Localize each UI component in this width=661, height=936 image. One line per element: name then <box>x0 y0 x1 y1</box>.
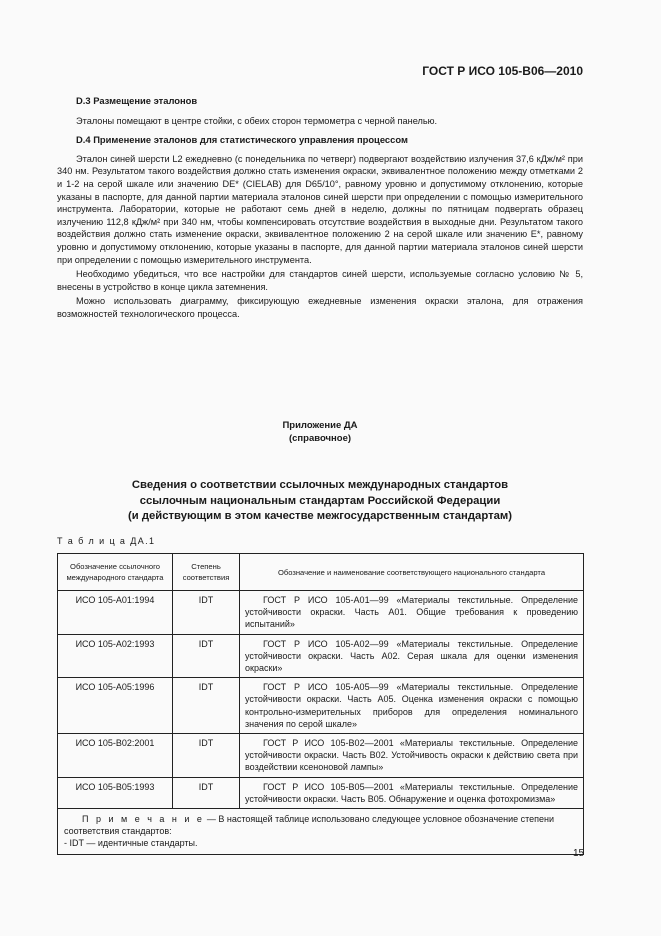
table-cell: ИСО 105-А02:1993 <box>58 634 173 678</box>
table-row <box>58 777 584 808</box>
standards-table <box>57 553 584 855</box>
annex-title-block <box>57 419 583 445</box>
table-cell: ИСО 105-А01:1994 <box>58 591 173 635</box>
table-cell: IDT <box>173 734 240 778</box>
document-header: ГОСТ Р ИСО 105-В06—2010 <box>422 64 583 78</box>
table-cell: IDT <box>173 678 240 734</box>
table-cell: ГОСТ Р ИСО 105-В02—2001 «Материалы текстильные. Определение устойчивости окраски. Часть В02. Устойчивость окраски к действию света при воздействии ксеноновой лампы» <box>240 734 584 778</box>
table-cell: ИСО 105-В02:2001 <box>58 734 173 778</box>
paragraph: Можно использовать диаграмму, фиксирующую ежедневные изменения окраски эталона, для отражения возможностей технологического процесса. <box>57 296 583 319</box>
table-cell: IDT <box>173 591 240 635</box>
table-cell: ИСО 105-А05:1996 <box>58 678 173 734</box>
note-item: - IDT — идентичные стандарты. <box>64 838 198 849</box>
column-header: Обозначение и наименование соответствующего национального стандарта <box>240 554 584 591</box>
page-number: 15 <box>573 848 585 859</box>
annex-title: Приложение ДА <box>282 420 358 431</box>
table-row <box>58 634 584 678</box>
table-cell: ГОСТ Р ИСО 105-А05—99 «Материалы текстильные. Определение устойчивости окраски. Часть А05. Оценка изменения окраски с помощью контрольно-измерительных приборов для определения номинального значения по серой шкале» <box>240 678 584 734</box>
annex-heading-line: (и действующим в этом качестве межгосударственным стандартам) <box>128 510 512 522</box>
table-cell: IDT <box>173 634 240 678</box>
table-note <box>58 809 584 855</box>
appendix-d-text <box>57 95 583 321</box>
note-label: П р и м е ч а н и е <box>82 814 205 825</box>
table-row <box>58 734 584 778</box>
column-header: Степень соответствия <box>173 554 240 591</box>
section-heading-d4: D.4 Применение эталонов для статистического управления процессом <box>76 134 408 146</box>
annex-heading-line: ссылочным национальным стандартам Российской Федерации <box>139 494 501 507</box>
paragraph: Эталоны помещают в центре стойки, с обеих сторон термометра с черной панелью. <box>76 115 438 126</box>
table-cell: ГОСТ Р ИСО 105-А02—99 «Материалы текстильные. Определение устойчивости окраски. Часть А02. Серая шкала для оценки изменения окраски» <box>240 634 584 678</box>
paragraph: Эталон синей шерсти L2 ежедневно (с понедельника по четверг) подвергают воздействию излучения 37,6 кДж/м² при 340 нм. Результатом такого воздействия должно стать изменения окраски, эквивалентное положению между отметками 2 и 1-2 на серой шкале или значению DE* (CIELAB) для D65/10°, равному уровню и допустимому отклонению, которые указаны в паспорте, для данной партии материала эталонов синей шерсти при определении с помощью измерительного инструмента. Лаборатории, которые не работают семь дней в неделю, должны по пятницам подвергать образец излучению 112,8 кДж/м² при 340 нм, чтобы компенсировать отсутствие воздействия в выходные дни. Результатом такого воздействия должно стать изменение окраски, эквивалентное положению 2 на серой шкале или значению E*, равному уровню и допустимому отклонению, которые указаны в паспорте, для данной партии материала эталонов синей шерсти при определении с помощью измерительного инструмента. <box>57 153 583 265</box>
section-heading-d3: D.3 Размещение эталонов <box>76 95 198 106</box>
table-row <box>58 678 584 734</box>
annex-subtitle: (справочное) <box>288 433 352 444</box>
column-header: Обозначение ссылочного международного стандарта <box>58 554 173 591</box>
table-row <box>58 591 584 635</box>
table-note-row <box>58 809 584 855</box>
table-cell: IDT <box>173 777 240 808</box>
table-caption: Т а б л и ц а ДА.1 <box>57 536 156 546</box>
note-text: — В настоящей таблице использовано следующее условное обозначение степени соответствия стандартов: <box>64 814 555 837</box>
table-header-row <box>58 554 584 591</box>
annex-heading-line: Сведения о соответствии ссылочных международных стандартов <box>131 479 509 491</box>
annex-heading <box>57 478 583 525</box>
table-cell: ГОСТ Р ИСО 105-А01—99 «Материалы текстильные. Определение устойчивости окраски. Часть А01. Общие требования к проведению испытаний» <box>240 591 584 635</box>
table-cell: ИСО 105-В05:1993 <box>58 777 173 808</box>
table-cell: ГОСТ Р ИСО 105-В05—2001 «Материалы текстильные. Определение устойчивости окраски. Часть В05. Обнаружение и оценка фотохромизма» <box>240 777 584 808</box>
paragraph: Необходимо убедиться, что все настройки для стандартов синей шерсти, используемые согласно условию № 5, внесены в устройство в конце цикла затемнения. <box>57 269 583 292</box>
